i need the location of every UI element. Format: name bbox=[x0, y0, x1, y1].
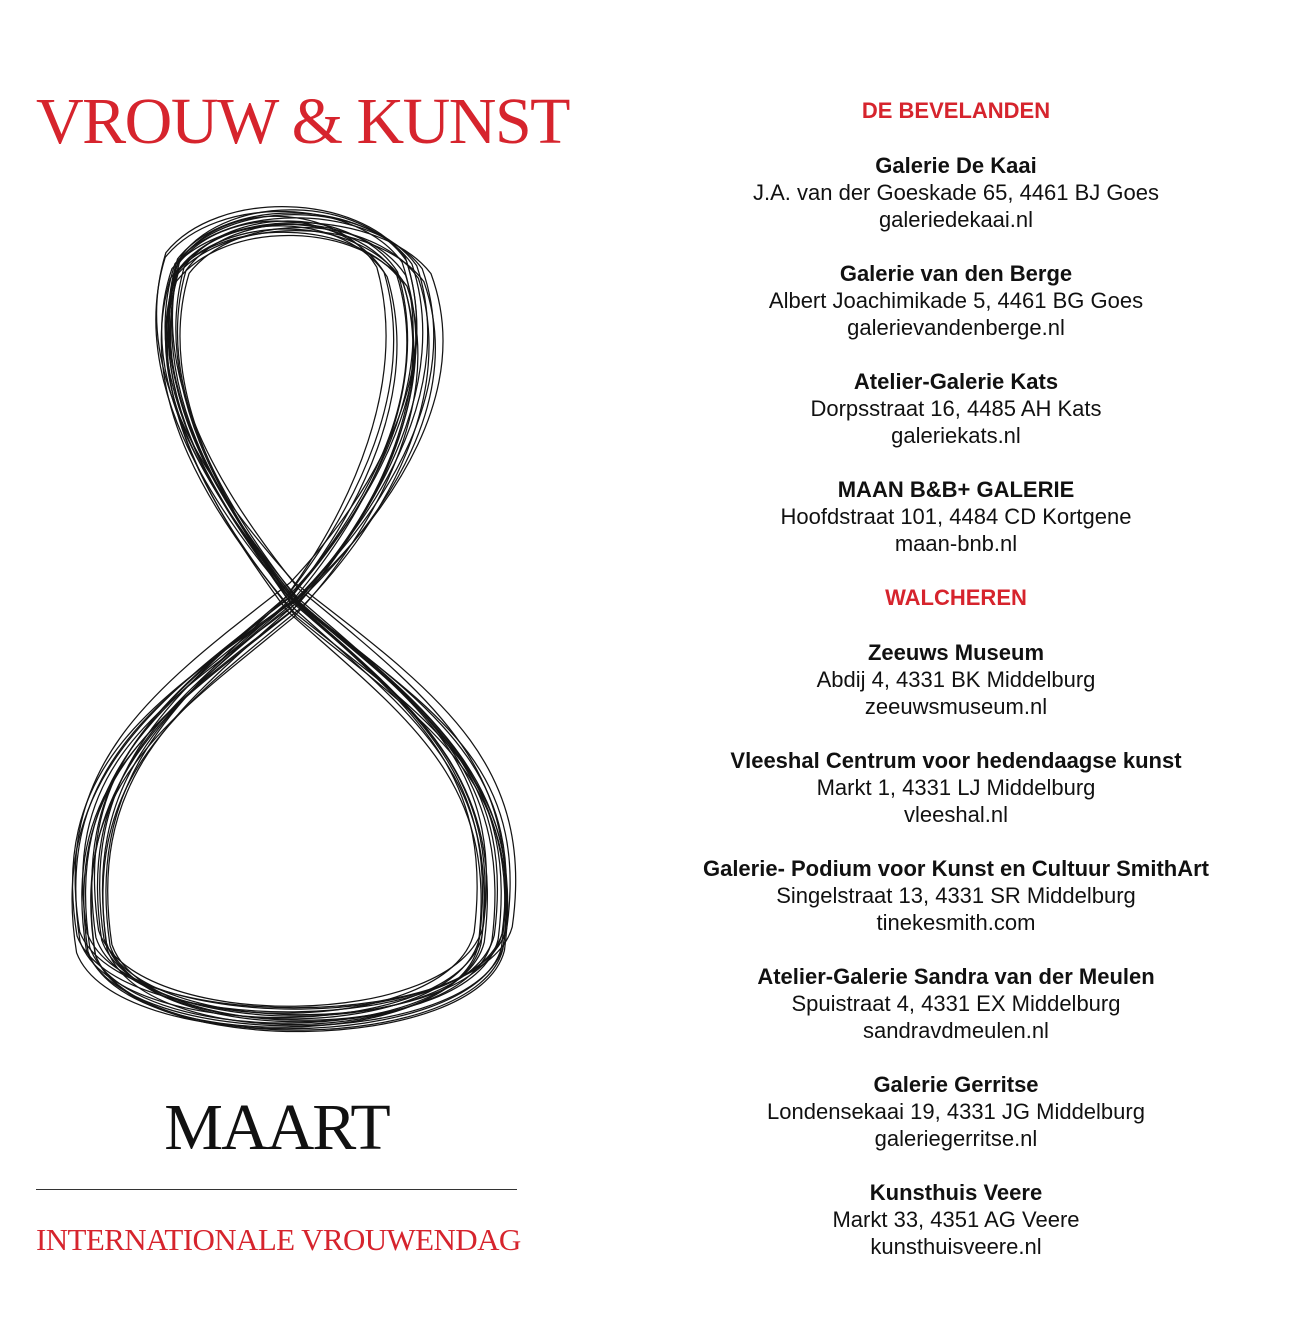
venue-url: galerievandenberge.nl bbox=[847, 315, 1065, 340]
region-heading-walcheren: WALCHEREN bbox=[885, 585, 1027, 610]
scribble-loop bbox=[102, 221, 482, 1019]
venue-address: J.A. van der Goeskade 65, 4461 BJ Goes bbox=[752, 180, 1160, 205]
venue-address: Dorpsstraat 16, 4485 AH Kats bbox=[810, 396, 1102, 421]
venue-url: sandravdmeulen.nl bbox=[863, 1018, 1049, 1043]
venue-address: Singelstraat 13, 4331 SR Middelburg bbox=[776, 883, 1136, 908]
venue-name: Atelier-Galerie Sandra van der Meulen bbox=[757, 964, 1155, 989]
venue-name: Vleeshal Centrum voor hedendaagse kunst bbox=[730, 748, 1182, 773]
venue-item bbox=[640, 152, 1272, 233]
figure-eight-scribble-icon bbox=[58, 205, 528, 1050]
venue-item bbox=[640, 1071, 1272, 1152]
venue-url: vleeshal.nl bbox=[904, 802, 1008, 827]
venue-url: kunsthuisveere.nl bbox=[870, 1234, 1042, 1259]
venue-name: Galerie De Kaai bbox=[875, 153, 1037, 178]
venue-name: Atelier-Galerie Kats bbox=[853, 369, 1059, 394]
venue-url: galeriedekaai.nl bbox=[878, 207, 1034, 232]
venue-item bbox=[640, 855, 1272, 936]
venue-address: Hoofdstraat 101, 4484 CD Kortgene bbox=[780, 504, 1132, 529]
venue-list bbox=[640, 97, 1272, 1260]
venue-item bbox=[640, 1179, 1272, 1260]
venue-address: Spuistraat 4, 4331 EX Middelburg bbox=[791, 991, 1121, 1016]
venue-address: Albert Joachimikade 5, 4461 BG Goes bbox=[768, 288, 1144, 313]
venue-address: Londensekaai 19, 4331 JG Middelburg bbox=[767, 1099, 1145, 1124]
scribble-loop bbox=[72, 211, 505, 1028]
venue-item bbox=[640, 260, 1272, 341]
venue-url: galeriekats.nl bbox=[891, 423, 1021, 448]
venue-name: Galerie Gerritse bbox=[873, 1072, 1039, 1097]
venue-url: maan-bnb.nl bbox=[894, 531, 1018, 556]
venue-name: Zeeuws Museum bbox=[867, 640, 1045, 665]
scribble-loop bbox=[91, 235, 506, 1030]
venue-url: tinekesmith.com bbox=[876, 910, 1036, 935]
venue-item bbox=[640, 368, 1272, 449]
venue-item bbox=[640, 476, 1272, 557]
venue-url: zeeuwsmuseum.nl bbox=[864, 694, 1048, 719]
venue-url: galeriegerritse.nl bbox=[874, 1126, 1038, 1151]
flyer-subtitle: INTERNATIONALE VROUWENDAG bbox=[36, 1222, 521, 1257]
month-label: MAART bbox=[164, 1091, 389, 1164]
scribble-loop bbox=[100, 210, 506, 1015]
flyer-title: VROUW & KUNST bbox=[36, 85, 569, 158]
venue-name: Galerie- Podium voor Kunst en Cultuur SmithArt bbox=[702, 856, 1210, 881]
region-heading-de-bevelanden: DE BEVELANDEN bbox=[861, 98, 1051, 123]
venue-item bbox=[640, 639, 1272, 720]
venue-address: Markt 33, 4351 AG Veere bbox=[832, 1207, 1080, 1232]
scribble-loop bbox=[84, 229, 481, 1027]
venue-name: MAAN B&B+ GALERIE bbox=[837, 477, 1075, 502]
venue-address: Markt 1, 4331 LJ Middelburg bbox=[816, 775, 1096, 800]
venue-item bbox=[640, 963, 1272, 1044]
venue-address: Abdij 4, 4331 BK Middelburg bbox=[816, 667, 1096, 692]
scribble-loop bbox=[106, 216, 495, 1021]
divider bbox=[36, 1189, 517, 1190]
venue-item bbox=[640, 747, 1272, 828]
venue-name: Kunsthuis Veere bbox=[869, 1180, 1043, 1205]
flyer-cover bbox=[36, 0, 569, 1323]
venue-name: Galerie van den Berge bbox=[839, 261, 1073, 286]
